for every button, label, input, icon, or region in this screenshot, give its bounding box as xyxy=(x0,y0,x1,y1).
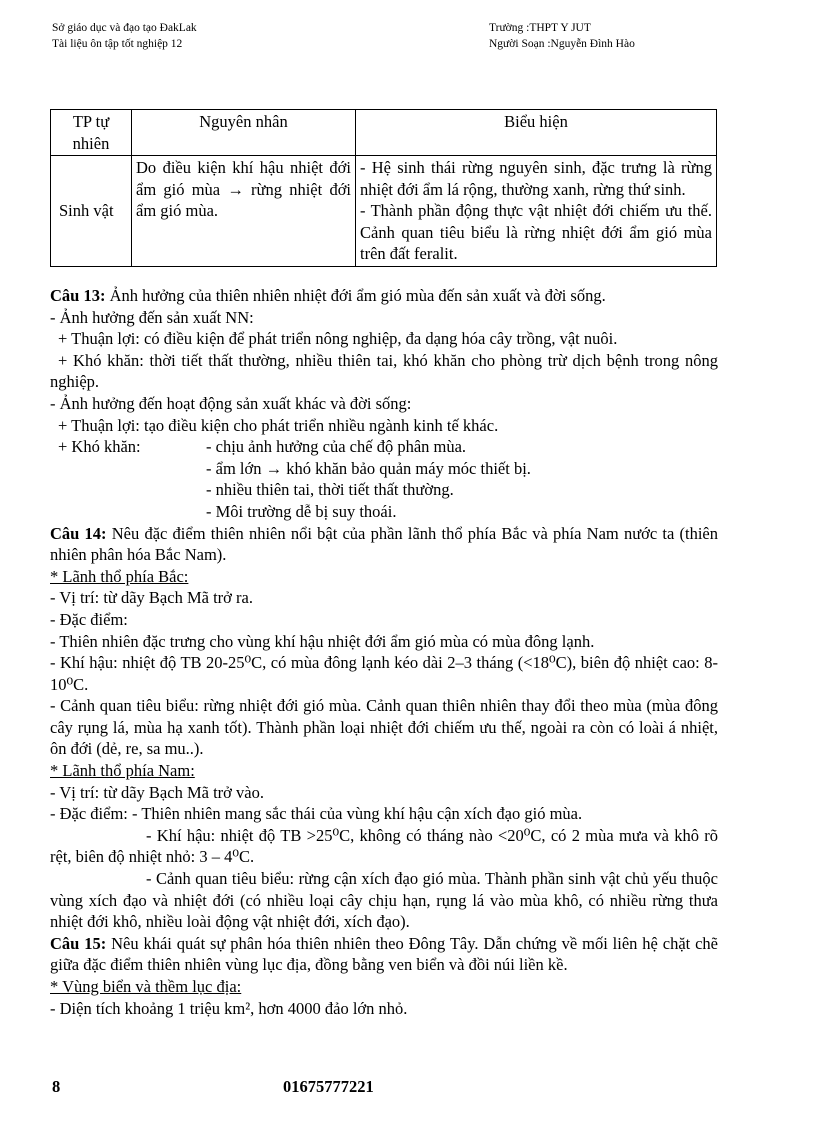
section-heading-sea: * Vùng biển và thềm lục địa: xyxy=(50,977,242,996)
table-effect-cell xyxy=(356,156,717,267)
page-number: 8 xyxy=(52,1077,61,1096)
question-label: Câu 13: xyxy=(50,286,106,305)
question-14-title: Câu 14: Nêu đặc điểm thiên nhiên nổi bật của phần lãnh thổ phía Bắc và phía Nam nước ta (thiên nhiên phân hóa Bắc Nam). xyxy=(50,523,718,565)
question-15-title: Câu 15: Nêu khái quát sự phân hóa thiên nhiên theo Đông Tây. Dẫn chứng về mối liên hệ chặt chẽ giữa đặc điểm thiên nhiên vùng lục địa, đồng bằng ven biển và đồi núi liền kề. xyxy=(50,933,718,975)
list-item: - nhiều thiên tai, thời tiết thất thường. xyxy=(206,480,454,500)
list-item: - chịu ảnh hưởng của chế độ phân mùa. xyxy=(206,437,467,457)
section-heading-north: * Lãnh thổ phía Bắc: xyxy=(50,566,189,586)
paragraph: - Diện tích khoảng 1 triệu km², hơn 4000 đảo lớn nhỏ. xyxy=(50,998,408,1018)
list-item: - Môi trường dễ bị suy thoái. xyxy=(206,501,397,521)
table-row xyxy=(51,156,717,267)
difficulty-label: + Khó khăn: xyxy=(58,437,141,457)
question-label: Câu 14: xyxy=(50,523,107,543)
header-left xyxy=(52,20,197,52)
difficulty-list xyxy=(206,436,531,522)
paragraph: - Ảnh hưởng đến hoạt động sản xuất khác và đời sống: xyxy=(50,393,412,413)
paragraph: - Khí hậu: nhiệt độ TB 20-25⁰C, có mùa đông lạnh kéo dài 2–3 tháng (<18⁰C), biên độ nhiệt cao: 8-10⁰C. xyxy=(50,653,718,694)
document-body xyxy=(50,285,718,1019)
table-header-cell: Nguyên nhân xyxy=(132,110,356,156)
table-header-row xyxy=(51,110,717,156)
nature-table xyxy=(50,109,717,267)
paragraph: - Vị trí: từ dãy Bạch Mã trở ra. xyxy=(50,588,253,608)
header-doc-title: Tài liệu ôn tập tốt nghiệp 12 xyxy=(52,38,183,50)
paragraph: - Ảnh hưởng đến sản xuất NN: xyxy=(50,307,254,327)
paragraph: + Khó khăn: thời tiết thất thường, nhiều thiên tai, khó khăn cho phòng trừ dịch bệnh trong nông nghiệp. xyxy=(50,350,718,392)
paragraph: + Thuận lợi: có điều kiện để phát triển nông nghiệp, đa dạng hóa cây trồng, vật nuôi. xyxy=(58,329,618,349)
list-item: - ẩm lớn → khó khăn bảo quản máy móc thiết bị. xyxy=(206,458,531,478)
header-right xyxy=(489,20,635,52)
section-heading-south: * Lãnh thổ phía Nam: xyxy=(50,761,195,781)
paragraph: + Thuận lợi: tạo điều kiện cho phát triển nhiều ngành kinh tế khác. xyxy=(58,415,499,435)
paragraph: - Vị trí: từ dãy Bạch Mã trở vào. xyxy=(50,782,264,802)
header-department: Sở giáo dục và đạo tạo ĐakLak xyxy=(52,22,197,34)
paragraph: - Đặc điểm: - Thiên nhiên mang sắc thái của vùng khí hậu cận xích đạo gió mùa. xyxy=(50,804,583,824)
effect-item: - Hệ sinh thái rừng nguyên sinh, đặc trưng là rừng nhiệt đới ẩm lá rộng, thường xanh, rừng thứ sinh. xyxy=(360,158,712,199)
paragraph: - Đặc điểm: xyxy=(50,609,128,629)
header-school: Trường :THPT Y JUT xyxy=(489,22,591,34)
table-row-label: Sinh vật xyxy=(51,156,132,267)
footer-phone: 01675777221 xyxy=(283,1077,374,1096)
question-label: Câu 15: xyxy=(50,933,107,953)
paragraph: - Thiên nhiên đặc trưng cho vùng khí hậu nhiệt đới ẩm gió mùa có mùa đông lạnh. xyxy=(50,631,595,651)
paragraph: - Cảnh quan tiêu biểu: rừng cận xích đạo gió mùa. Thành phần sinh vật chủ yếu thuộc vùng xích đạo và nhiệt đới (có nhiều loại cây chịu hạn, rụng lá vào mùa khô, có nhiều rừng thưa nhiệt đới khô, nhiều loài động vật nhiệt đới, xích đạo). xyxy=(50,869,718,932)
paragraph: - Cảnh quan tiêu biểu: rừng nhiệt đới gió mùa. Cảnh quan thiên nhiên thay đổi theo mùa (mùa đông cây rụng lá, mùa hạ xanh tốt). Thành phần loại nhiệt đới chiếm ưu thế, ngoài ra còn có loài á nhiệt, ôn đới (dẻ, re, sa mu..). xyxy=(50,696,718,759)
paragraph: - Khí hậu: nhiệt độ TB >25⁰C, không có tháng nào <20⁰C, có 2 mùa mưa và khô rõ rệt, biên độ nhiệt nhỏ: 3 – 4⁰C. xyxy=(50,825,718,867)
difficulty-block xyxy=(50,436,718,522)
table-header-cell: Biểu hiện xyxy=(356,110,717,156)
question-13-title: Câu 13: Ảnh hưởng của thiên nhiên nhiệt đới ẩm gió mùa đến sản xuất và đời sống. xyxy=(50,286,606,305)
table-header-cell: TP tự nhiên xyxy=(51,110,132,156)
table-cause-cell: Do điều kiện khí hậu nhiệt đới ẩm gió mùa → rừng nhiệt đới ẩm gió mùa. xyxy=(132,156,356,267)
header-author: Người Soạn :Nguyễn Đình Hào xyxy=(489,38,635,50)
effect-item: - Thành phần động thực vật nhiệt đới chiếm ưu thế. Cảnh quan tiêu biểu là rừng nhiệt đới ẩm gió mùa trên đất feralit. xyxy=(360,201,712,263)
